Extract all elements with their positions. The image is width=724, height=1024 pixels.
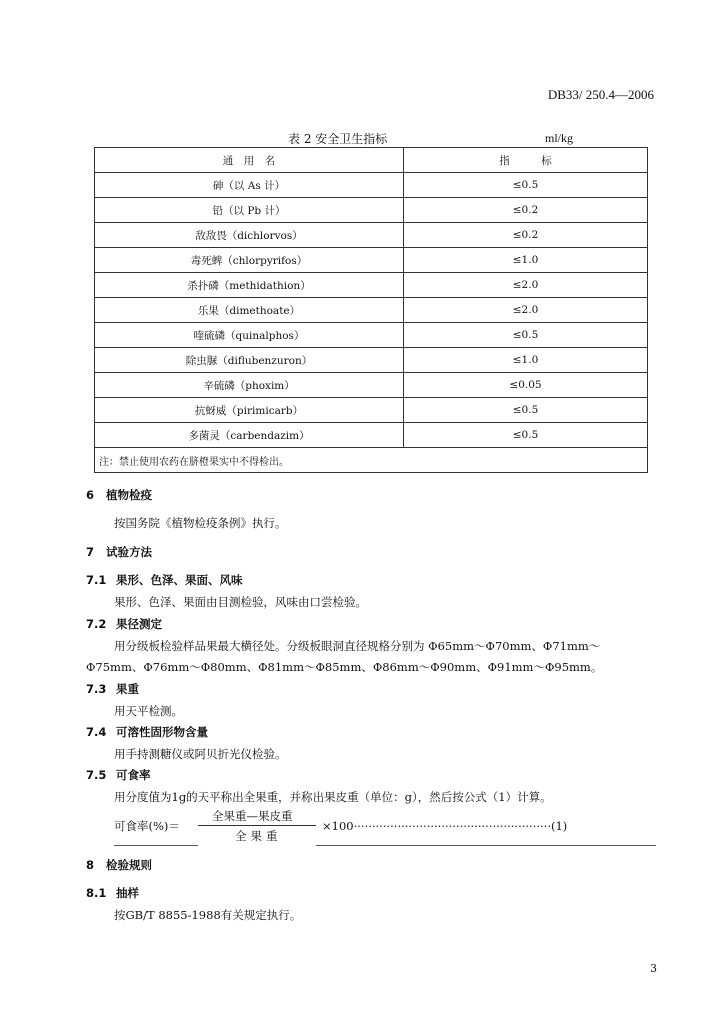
section-7-2-heading bbox=[86, 616, 162, 632]
formula-multiplier: ×100······················································(1) bbox=[322, 819, 568, 833]
section-title: 抽样 bbox=[116, 886, 139, 900]
section-8-1-text: 按GB/T 8855-1988有关规定执行。 bbox=[114, 908, 302, 922]
table-row bbox=[95, 248, 648, 273]
section-8-heading bbox=[86, 857, 152, 873]
cell-name: 铅（以 Pb 计） bbox=[95, 198, 404, 223]
cell-name: 喹硫磷（quinalphos） bbox=[95, 323, 404, 348]
safety-hygiene-table bbox=[94, 147, 648, 473]
table-row bbox=[95, 198, 648, 223]
table-title: 表 2 安全卫生指标 bbox=[288, 132, 388, 146]
cell-value: ≤0.2 bbox=[404, 223, 648, 248]
section-number: 7.4 bbox=[86, 725, 107, 739]
table-row bbox=[95, 298, 648, 323]
section-number: 8 bbox=[86, 858, 95, 872]
section-title: 可溶性固形物含量 bbox=[116, 725, 208, 739]
cell-name: 敌敌畏（dichlorvos） bbox=[95, 223, 404, 248]
cell-value: ≤0.05 bbox=[404, 373, 648, 398]
section-number: 7.3 bbox=[86, 682, 107, 696]
section-7-1-text: 果形、色泽、果面由目测检验，风味由口尝检验。 bbox=[114, 595, 367, 609]
formula-numerator: 全果重—果皮重 bbox=[212, 809, 293, 823]
table-header-row bbox=[95, 148, 648, 173]
table-row bbox=[95, 223, 648, 248]
section-number: 7.1 bbox=[86, 573, 107, 587]
section-number: 6 bbox=[86, 488, 95, 502]
section-title: 可食率 bbox=[116, 768, 151, 782]
cell-name: 杀扑磷（methidathion） bbox=[95, 273, 404, 298]
section-7-3-text: 用天平检测。 bbox=[114, 704, 183, 718]
section-7-heading bbox=[86, 544, 152, 560]
section-title: 果径测定 bbox=[116, 617, 162, 631]
cell-value: ≤0.5 bbox=[404, 323, 648, 348]
document-code: DB33/ 250.4—2006 bbox=[547, 87, 654, 102]
section-7-4-heading bbox=[86, 724, 208, 740]
cell-value: ≤2.0 bbox=[404, 273, 648, 298]
table-row bbox=[95, 273, 648, 298]
cell-value: ≤1.0 bbox=[404, 248, 648, 273]
cell-value: ≤0.5 bbox=[404, 423, 648, 448]
section-number: 7.5 bbox=[86, 768, 107, 782]
section-6-text: 按国务院《植物检疫条例》执行。 bbox=[114, 516, 287, 530]
section-number: 7 bbox=[86, 545, 95, 559]
section-8-1-heading bbox=[86, 885, 139, 901]
section-7-5-text: 用分度值为1g的天平称出全果重，并称出果皮重（单位：g），然后按公式（1）计算。 bbox=[114, 790, 552, 804]
cell-name: 多菌灵（carbendazim） bbox=[95, 423, 404, 448]
table-note: 注：禁止使用农药在脐橙果实中不得检出。 bbox=[95, 448, 648, 473]
formula-denominator: 全果重 bbox=[235, 829, 282, 843]
section-title: 果重 bbox=[116, 682, 139, 696]
table-row bbox=[95, 348, 648, 373]
cell-name: 乐果（dimethoate） bbox=[95, 298, 404, 323]
cell-name: 砷（以 As 计） bbox=[95, 173, 404, 198]
cell-value: ≤1.0 bbox=[404, 348, 648, 373]
section-7-2-text-line1: 用分级板检验样品果最大横径处。分级板眼洞直径规格分别为 Φ65mm～Φ70mm、Φ71mm～ bbox=[114, 639, 601, 653]
table-row bbox=[95, 173, 648, 198]
section-7-4-text: 用手持测糖仪或阿贝折光仪检验。 bbox=[114, 747, 287, 761]
section-7-3-heading bbox=[86, 681, 139, 697]
cell-name: 除虫脲（diflubenzuron） bbox=[95, 348, 404, 373]
section-title: 试验方法 bbox=[106, 545, 152, 559]
section-number: 8.1 bbox=[86, 886, 107, 900]
cell-name: 辛硫磷（phoxim） bbox=[95, 373, 404, 398]
table-row bbox=[95, 373, 648, 398]
cell-value: ≤0.5 bbox=[404, 398, 648, 423]
table-unit: ml/kg bbox=[545, 131, 574, 145]
fraction-bar bbox=[198, 825, 316, 826]
cell-name: 抗蚜威（pirimicarb） bbox=[95, 398, 404, 423]
section-7-2-text-line2: Φ75mm、Φ76mm～Φ80mm、Φ81mm～Φ85mm、Φ86mm～Φ90mm、Φ91mm～Φ95mm。 bbox=[86, 660, 603, 674]
table-note-row bbox=[95, 448, 648, 473]
section-7-1-heading bbox=[86, 572, 243, 588]
table-row bbox=[95, 323, 648, 348]
cell-value: ≤0.2 bbox=[404, 198, 648, 223]
formula-rule-right bbox=[316, 845, 656, 846]
cell-value: ≤2.0 bbox=[404, 298, 648, 323]
section-title: 植物检疫 bbox=[106, 488, 152, 502]
page-number: 3 bbox=[650, 962, 657, 975]
section-7-5-heading bbox=[86, 767, 151, 783]
header-index: 指 标 bbox=[404, 148, 648, 173]
cell-value: ≤0.5 bbox=[404, 173, 648, 198]
formula-label: 可食率(%)＝ bbox=[114, 819, 180, 833]
cell-name: 毒死蜱（chlorpyrifos） bbox=[95, 248, 404, 273]
section-number: 7.2 bbox=[86, 617, 107, 631]
section-6-heading bbox=[86, 487, 152, 503]
section-title: 检验规则 bbox=[106, 858, 152, 872]
table-row bbox=[95, 398, 648, 423]
table-row bbox=[95, 423, 648, 448]
section-title: 果形、色泽、果面、风味 bbox=[116, 573, 243, 587]
formula-rule-left bbox=[114, 845, 198, 846]
header-common-name: 通 用 名 bbox=[95, 148, 404, 173]
